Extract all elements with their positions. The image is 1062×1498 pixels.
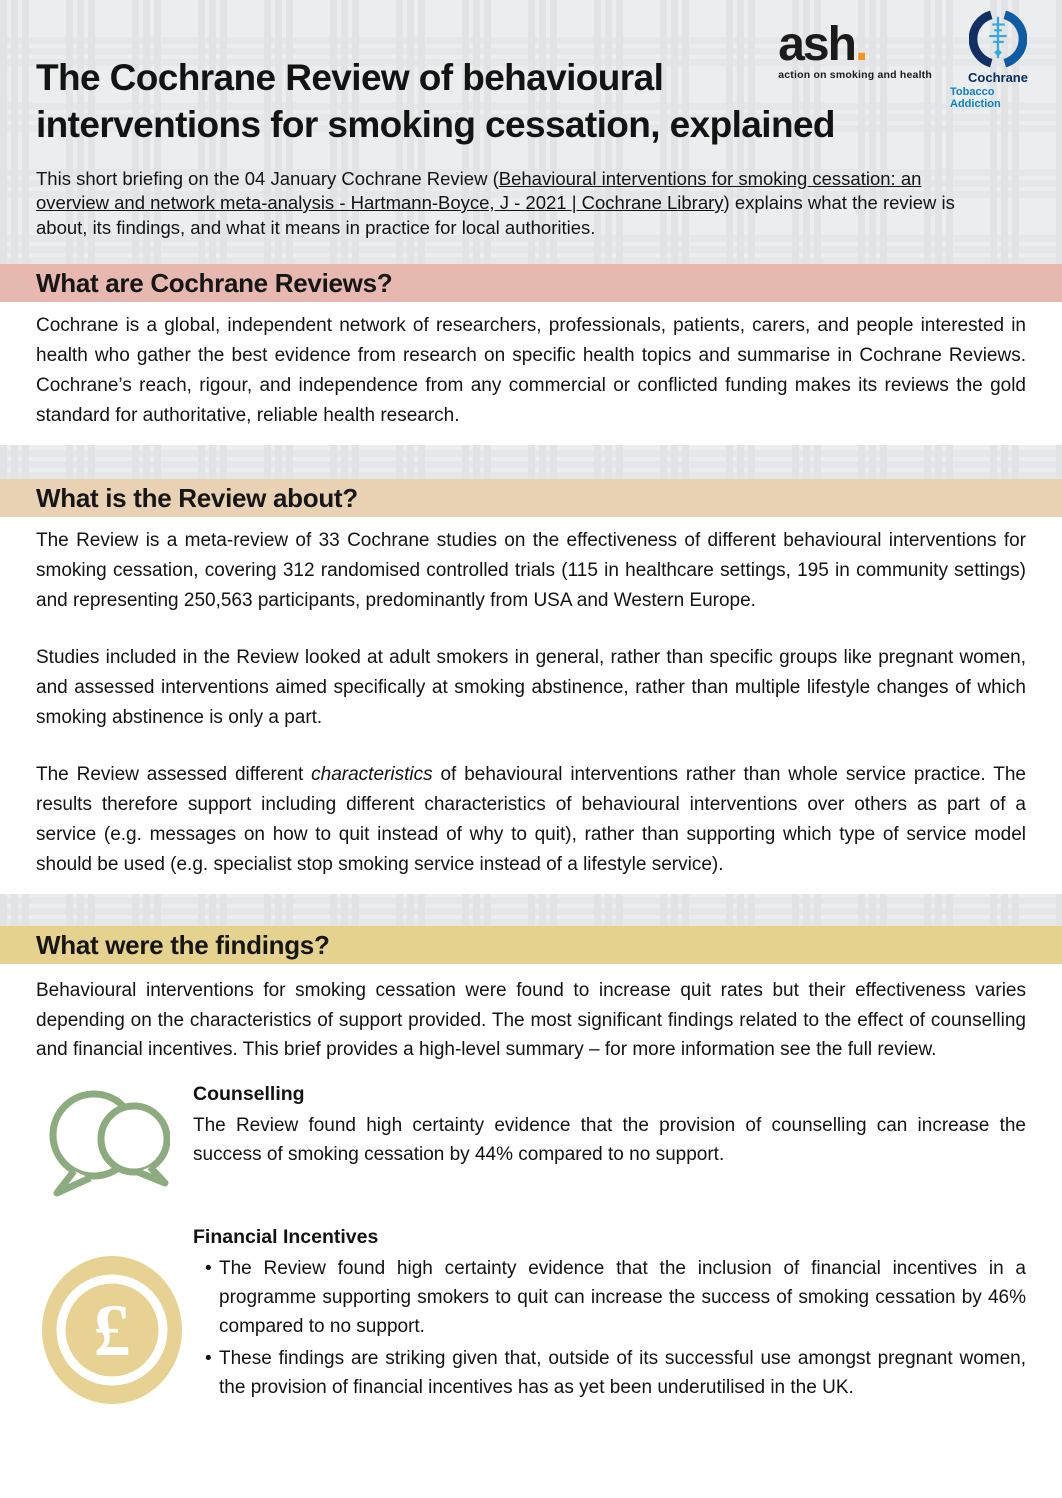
ash-tagline: action on smoking and health — [778, 69, 932, 82]
section-body-findings — [0, 964, 1062, 1498]
list-item — [193, 1344, 1026, 1403]
paragraph: Cochrane is a global, independent network of researchers, professionals, patients, carers, and people interested in health who gather the best evidence from research on specific health topics and summarise in Cochrane Reviews. Cochrane’s reach, rigour, and independence from any commercial or conflicted funding makes its reviews the gold standard for authoritative, reliable health research. — [36, 315, 1026, 427]
italic-characteristics: characteristics — [311, 764, 433, 786]
list-item — [193, 1254, 1026, 1342]
financial-text — [193, 1226, 1026, 1403]
financial-heading: Financial Incentives — [193, 1225, 379, 1248]
intro-text-pre: This short briefing on the 04 January Cochrane Review ( — [36, 167, 499, 189]
logo-row — [778, 10, 1046, 110]
counselling-body: The Review found high certainty evidence that the provision of counselling can increase the success of smoking cessation by 44% compared to no support. — [193, 1114, 1026, 1165]
texture-divider — [0, 894, 1062, 926]
counselling-text — [193, 1083, 1026, 1170]
section-body-cochrane-reviews — [0, 302, 1062, 445]
section-heading: What were the findings? — [36, 929, 330, 960]
counselling-block — [36, 1083, 1026, 1202]
financial-bullet-1: The Review found high certainty evidence that the inclusion of financial incentives in a programme supporting smokers to quit can increase the success of smoking cessation by 46% compared to no support. — [219, 1257, 1026, 1338]
financial-bullet-list — [193, 1254, 1026, 1403]
cochrane-logo-subtitle: Tobacco Addiction — [950, 86, 1001, 110]
page-title: The Cochrane Review of behavioural interventions for smoking cessation, explained — [36, 57, 835, 146]
cochrane-logo — [950, 10, 1046, 110]
financial-icon-col — [36, 1226, 193, 1411]
counselling-heading: Counselling — [193, 1082, 305, 1105]
pound-coin-icon — [40, 1254, 184, 1406]
intro-text-post: ) explains what the review is about, its findings, and what it means in practice for local authorities. — [36, 192, 955, 238]
svg-text:£: £ — [93, 1289, 131, 1372]
bullet-marker: • — [205, 1257, 212, 1279]
bullet-marker: • — [205, 1347, 212, 1369]
counselling-icon-col — [36, 1083, 193, 1202]
paragraph: The Review assessed different characteristics of behavioural interventions rather than whole service practice. The results therefore support including different characteristics of behavioural interventions over others as part of a service (e.g. messages on how to quit instead of why to quit), rather than supporting which type of service model should be used (e.g. specialist stop smoking service instead of a lifestyle service). — [36, 764, 1026, 876]
paragraph: The Review is a meta-review of 33 Cochrane studies on the effectiveness of different behavioural interventions for smoking cessation, covering 312 randomised controlled trials (115 in healthcare settings, 195 in community settings) and representing 250,563 participants, predominantly from USA and Western Europe. — [36, 530, 1026, 612]
section-header-review-about — [0, 479, 1062, 517]
section-body-review-about — [0, 517, 1062, 894]
financial-bullet-2: These findings are striking given that, outside of its successful use amongst pregnant women, the provision of financial incentives has as yet been underutilised in the UK. — [219, 1347, 1026, 1399]
speech-bubbles-icon — [44, 1087, 170, 1197]
section-heading: What is the Review about? — [36, 482, 358, 513]
ash-logo — [778, 10, 932, 81]
financial-incentives-block — [36, 1226, 1026, 1411]
intro-paragraph — [36, 167, 991, 240]
cochrane-review-link[interactable]: Behavioural interventions for smoking cessation: an overview and network meta-analysis - Hartmann-Boyce, J - 2021 | Cochrane Library — [36, 167, 922, 214]
texture-divider — [0, 445, 1062, 479]
section-header-cochrane-reviews — [0, 264, 1062, 302]
header-area — [0, 0, 1062, 264]
section-header-findings — [0, 926, 1062, 964]
findings-intro-paragraph: Behavioural interventions for smoking cessation were found to increase quit rates but their effectiveness varies depending on the characteristics of support provided. The most significant findings related to the effect of counselling and financial incentives. This brief provides a high-level summary – for more information see the full review. — [36, 980, 1026, 1061]
ash-wordmark: ash. — [778, 18, 867, 71]
paragraph: Studies included in the Review looked at adult smokers in general, rather than specific groups like pregnant women, and assessed interventions aimed specifically at smoking abstinence, rather than multiple lifestyle changes of which smoking abstinence is only a part. — [36, 647, 1026, 729]
cochrane-logo-name: Cochrane — [968, 70, 1028, 85]
ash-orange-dot: . — [854, 18, 867, 71]
section-heading: What are Cochrane Reviews? — [36, 267, 393, 298]
cochrane-logo-icon — [969, 10, 1027, 68]
